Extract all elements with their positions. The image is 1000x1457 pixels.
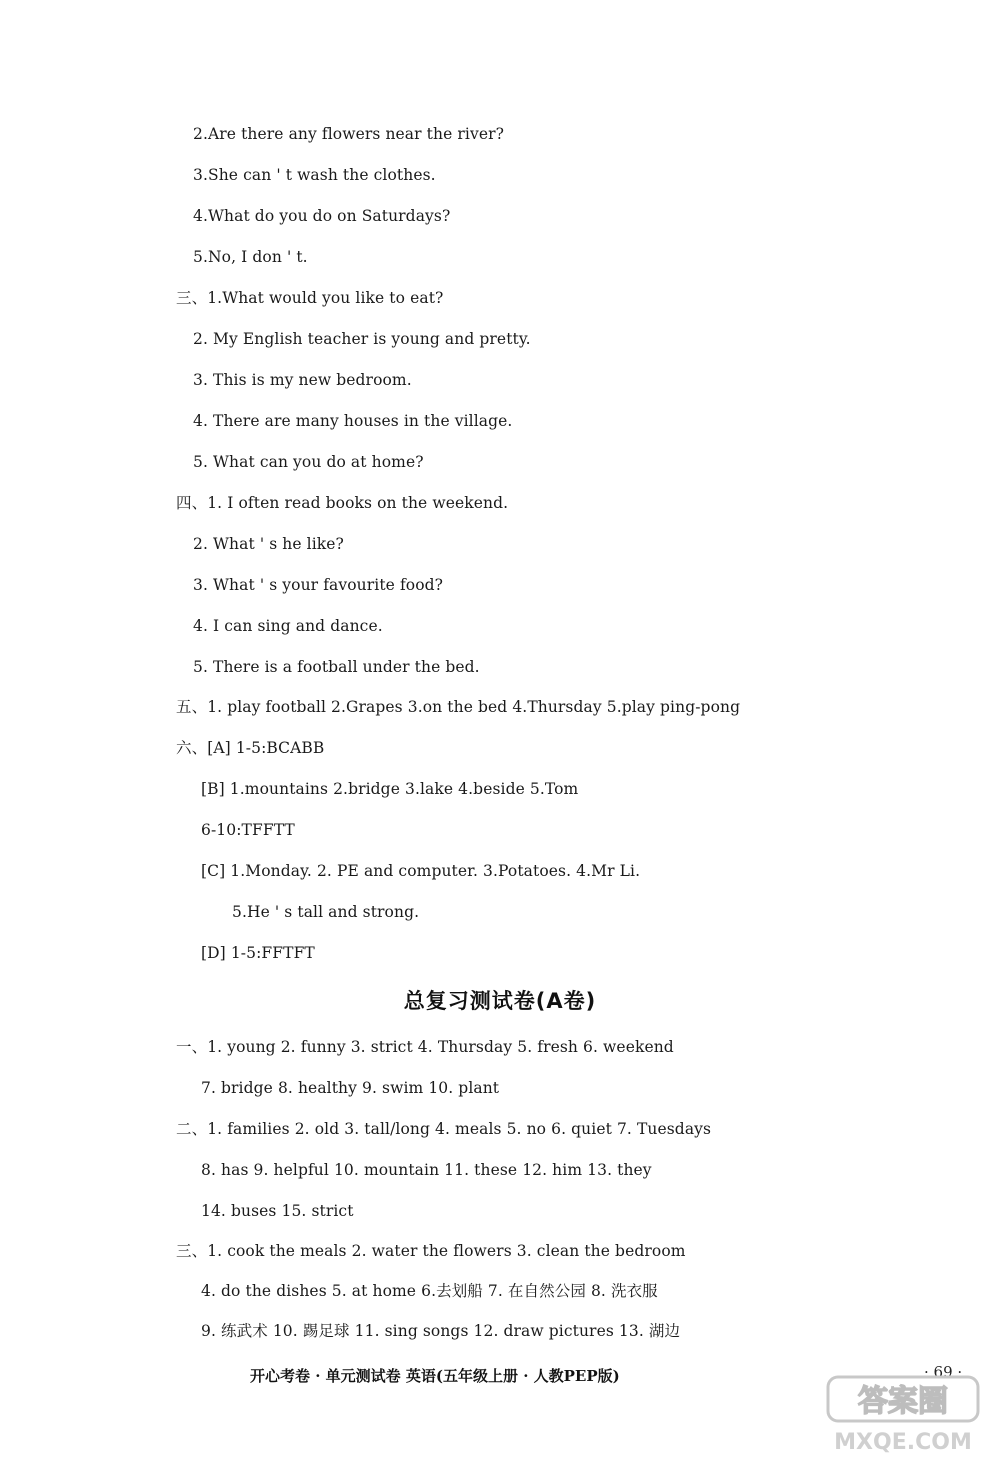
answer-line: 6-10:TFFTT [201,821,295,839]
answer-line: [D] 1-5:FFTFT [201,944,315,962]
answer-line: 4.What do you do on Saturdays? [193,207,451,225]
answer-line: 5.No, I don ' t. [193,248,308,266]
answer-line: 5. What can you do at home? [193,453,424,471]
answer-line: 六、[A] 1-5:BCABB [176,739,325,757]
answer-line: 三、1. cook the meals 2. water the flowers 3. clean the bedroom [176,1242,686,1260]
answer-line: 一、1. young 2. funny 3. strict 4. Thursday 5. fresh 6. weekend [176,1038,674,1056]
page-number: · 69 · [924,1363,963,1381]
answer-line: 2.Are there any flowers near the river? [193,125,505,143]
page-footer: 开心考卷 · 单元测试卷 英语(五年级上册 · 人教PEP版) [250,1367,620,1385]
svg-text:答案圈: 答案圈 [858,1384,948,1419]
answer-line: [B] 1.mountains 2.bridge 3.lake 4.beside 5.Tom [201,780,579,798]
answer-line: 5. There is a football under the bed. [193,658,480,676]
answer-line: 9. 练武术 10. 踢足球 11. sing songs 12. draw pictures 13. 湖边 [201,1322,681,1340]
answer-line: 二、1. families 2. old 3. tall/long 4. meals 5. no 6. quiet 7. Tuesdays [176,1120,712,1138]
svg-text:MXQE.COM: MXQE.COM [834,1430,972,1455]
answer-line: 4. I can sing and dance. [193,617,383,635]
answer-line: 5.He ' s tall and strong. [232,903,420,921]
answer-line: 四、1. I often read books on the weekend. [176,494,509,512]
answer-line: 8. has 9. helpful 10. mountain 11. these 12. him 13. they [201,1161,652,1179]
answer-line: 三、1.What would you like to eat? [176,289,444,307]
answer-line: 3.She can ' t wash the clothes. [193,166,436,184]
section-title: 总复习测试卷(A卷) [403,989,597,1013]
watermark-logo [820,1375,990,1455]
answer-line: 4. There are many houses in the village. [193,412,513,430]
answer-line: 4. do the dishes 5. at home 6.去划船 7. 在自然公园 8. 洗衣服 [201,1282,658,1300]
answer-line: 3. What ' s your favourite food? [193,576,444,594]
answer-line: 3. This is my new bedroom. [193,371,412,389]
answer-line: 2. My English teacher is young and pretty. [193,330,531,348]
answer-line: 7. bridge 8. healthy 9. swim 10. plant [201,1079,500,1097]
answer-line: [C] 1.Monday. 2. PE and computer. 3.Potatoes. 4.Mr Li. [201,862,641,880]
answer-line: 14. buses 15. strict [201,1202,354,1220]
answer-line: 五、1. play football 2.Grapes 3.on the bed 4.Thursday 5.play ping-pong [176,698,741,716]
answer-line: 2. What ' s he like? [193,535,344,553]
